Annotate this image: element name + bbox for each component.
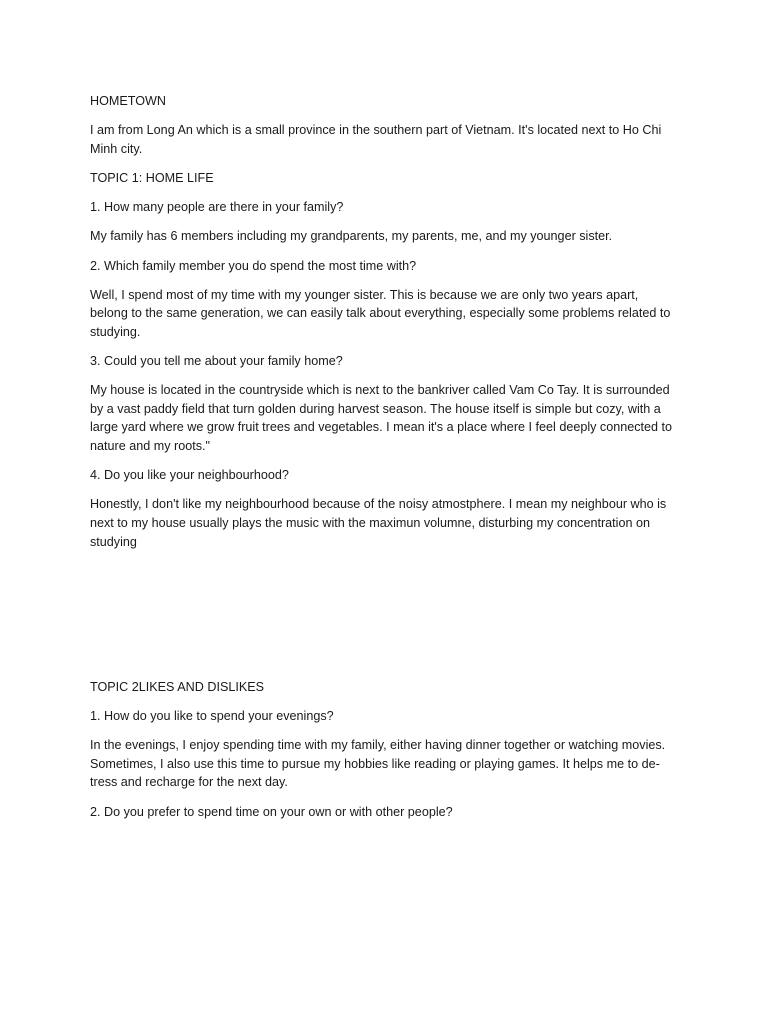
document-body [90, 92, 678, 832]
answer-1: My family has 6 members including my grandparents, my parents, me, and my younger sister. [90, 229, 613, 244]
question-2: 2. Which family member you do spend the most time with? [90, 258, 417, 273]
question-4: 4. Do you like your neighbourhood? [90, 468, 289, 483]
answer-4: Honestly, I don't like my neighbourhood because of the noisy atmostphere. I mean my neighbour who is next to my house usually plays the music with the maximun volumne, disturbing my concentration on studying [90, 497, 667, 549]
blank-space [90, 562, 678, 678]
paragraph-intro: I am from Long An which is a small province in the southern part of Vietnam. It's located next to Ho Chi Minh city. [90, 123, 662, 156]
topic-2-question-2: 2. Do you prefer to spend time on your own or with other people? [90, 804, 453, 819]
topic-2-answer-1: In the evenings, I enjoy spending time with my family, either having dinner together or watching movies. Sometimes, I also use this time to pursue my hobbies like reading or playing games. It helps me to de-tress and recharge for the next day. [90, 738, 666, 790]
heading-hometown: HOMETOWN [90, 94, 167, 108]
topic-2-heading: TOPIC 2LIKES AND DISLIKES [90, 679, 265, 694]
topic-2-question-1: 1. How do you like to spend your evenings? [90, 709, 334, 723]
question-3: 3. Could you tell me about your family home? [90, 354, 343, 369]
answer-3: My house is located in the countryside which is next to the bankriver called Vam Co Tay. It is surrounded by a vast paddy field that turn golden during harvest season. The house itself is simple but cozy, with a large yard where we grow fruit trees and vegetables. I mean it's a place where I feel deeply connected to nature and my roots." [90, 383, 673, 454]
topic-1-heading: TOPIC 1: HOME LIFE [90, 170, 214, 185]
question-1: 1. How many people are there in your family? [90, 200, 344, 215]
answer-2: Well, I spend most of my time with my younger sister. This is because we are only two years apart, belong to the same generation, we can easily talk about everything, especially some problems related to studying. [90, 287, 671, 339]
